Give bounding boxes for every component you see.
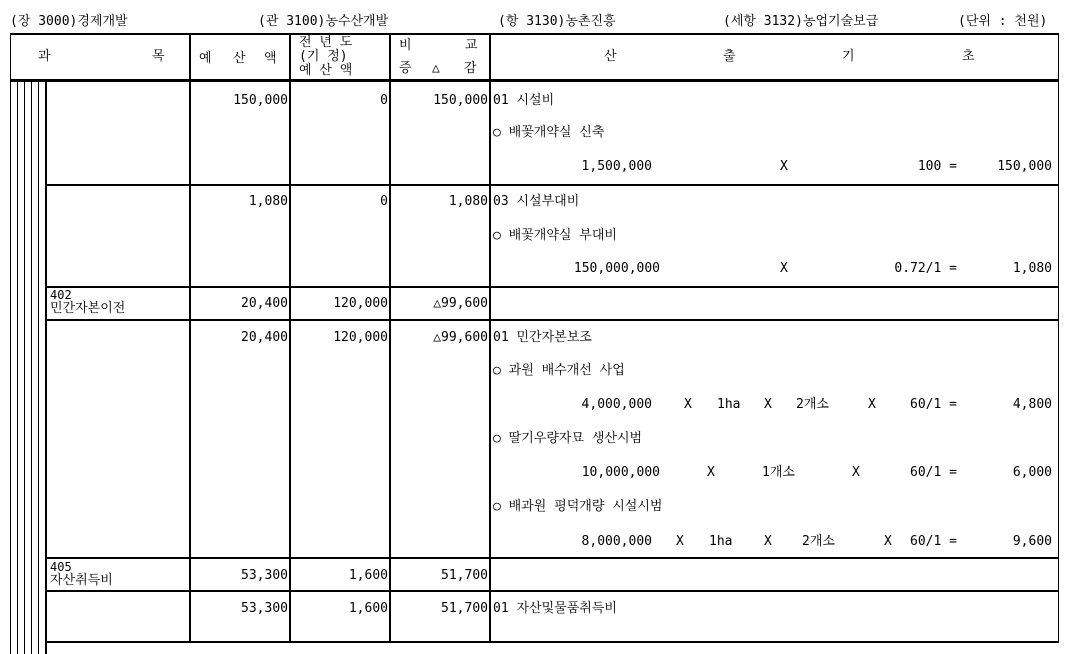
col-prev-2: (기 정): [299, 49, 348, 64]
calc-result: 150,000: [997, 159, 1052, 174]
calc-qty: 2개소: [796, 397, 829, 412]
header-bottom-border: [10, 79, 1059, 82]
header-hang: (항 3130)농촌진흥: [498, 14, 616, 29]
diff-cell: △99,600: [433, 296, 488, 311]
calc-factor: 0.72/1 =: [894, 261, 957, 276]
item-detail: ○ 배꽃개약실 신축: [493, 125, 605, 140]
table-left-border: [10, 33, 11, 654]
table-right-border: [1058, 33, 1059, 643]
calc-result: 1,080: [1012, 261, 1052, 276]
calc-amount: 10,000,000: [581, 465, 660, 480]
calc-result: 4,800: [1012, 397, 1052, 412]
col-cmp-5: 감: [464, 61, 477, 76]
account-code: 402: [50, 288, 72, 302]
calc-times: X: [684, 397, 692, 412]
row-sep-3: [45, 319, 1059, 321]
calc-amount: 8,000,000: [581, 534, 652, 549]
item-detail: ○ 배꽃개약실 부대비: [493, 228, 617, 243]
item-title: 01 자산및물품취득비: [493, 601, 617, 616]
budget-cell: 20,400: [241, 296, 288, 311]
hier-line-3: [31, 82, 32, 654]
header-jang: (장 3000)경제개발: [10, 14, 128, 29]
col-divider-4: [489, 33, 491, 643]
calc-result: 9,600: [1012, 534, 1052, 549]
col-prev-3: 예 산 액: [299, 63, 353, 78]
calc-times: X: [707, 465, 715, 480]
account-code: 405: [50, 560, 72, 574]
budget-cell: 53,300: [241, 601, 288, 616]
budget-cell: 53,300: [241, 568, 288, 583]
budget-cell: 20,400: [241, 330, 288, 345]
header-gwan: (관 3100)농수산개발: [258, 14, 389, 29]
calc-result: 6,000: [1012, 465, 1052, 480]
prev-budget-cell: 1,600: [348, 601, 388, 616]
item-title: 01 시설비: [493, 93, 555, 108]
diff-cell: △99,600: [433, 330, 488, 345]
diff-cell: 51,700: [441, 601, 488, 616]
calc-times: X: [676, 534, 684, 549]
row-sep-4: [45, 557, 1059, 559]
col-basis-3: 기: [842, 49, 855, 64]
row-sep-2: [45, 286, 1059, 288]
calc-factor: 100 =: [917, 159, 957, 174]
row-sep-1: [45, 184, 1059, 186]
col-budget-1: 예: [199, 51, 212, 66]
col-cmp-2: 교: [465, 38, 478, 53]
table-bottom-border: [45, 641, 1059, 643]
prev-budget-cell: 0: [380, 93, 388, 108]
col-basis-1: 산: [604, 49, 617, 64]
prev-budget-cell: 120,000: [333, 296, 388, 311]
account-name: 자산취득비: [50, 573, 113, 588]
calc-qty: 1ha: [717, 397, 741, 412]
calc-times: X: [780, 159, 788, 174]
calc-times: X: [764, 397, 772, 412]
calc-times: X: [780, 261, 788, 276]
col-gwamok-1: 과: [38, 49, 51, 64]
calc-amount: 1,500,000: [581, 159, 652, 174]
calc-factor: 60/1 =: [910, 534, 957, 549]
account-name: 민간자본이전: [50, 301, 126, 316]
col-budget-2: 산: [233, 51, 246, 66]
diff-cell: 51,700: [441, 568, 488, 583]
item-detail: ○ 딸기우량자묘 생산시범: [493, 431, 643, 446]
calc-times: X: [852, 465, 860, 480]
col-basis-2: 출: [723, 49, 736, 64]
hier-line-5: [45, 82, 47, 654]
table-top-border: [10, 33, 1059, 35]
header-unit: (단위 : 천원): [958, 14, 1048, 29]
prev-budget-cell: 1,600: [348, 568, 388, 583]
prev-budget-cell: 0: [380, 194, 388, 209]
col-budget-3: 액: [264, 51, 277, 66]
hier-line-2: [24, 82, 25, 654]
diff-cell: 150,000: [433, 93, 488, 108]
budget-cell: 150,000: [233, 93, 288, 108]
header-sehang: (세항 3132)농업기술보급: [723, 14, 879, 29]
item-detail: ○ 배과원 평덕개량 시설시범: [493, 499, 663, 514]
calc-times: X: [884, 534, 892, 549]
calc-times: X: [868, 397, 876, 412]
calc-qty: 2개소: [802, 534, 835, 549]
col-cmp-3: 증: [399, 61, 412, 76]
calc-qty: 1ha: [709, 534, 733, 549]
item-detail: ○ 과원 배수개선 사업: [493, 363, 625, 378]
calc-amount: 4,000,000: [581, 397, 652, 412]
col-cmp-1: 비: [399, 38, 412, 53]
col-gwamok-2: 목: [152, 49, 165, 64]
item-title: 01 민간자본보조: [493, 330, 592, 345]
item-title: 03 시설부대비: [493, 194, 580, 209]
prev-budget-cell: 120,000: [333, 330, 388, 345]
calc-qty: 1개소: [762, 465, 795, 480]
col-prev-1: 전 년 도: [299, 35, 353, 50]
calc-times: X: [764, 534, 772, 549]
row-sep-5: [45, 590, 1059, 592]
budget-cell: 1,080: [248, 194, 288, 209]
calc-factor: 60/1 =: [910, 465, 957, 480]
calc-factor: 60/1 =: [910, 397, 957, 412]
calc-amount: 150,000,000: [573, 261, 660, 276]
col-basis-4: 초: [962, 49, 975, 64]
diff-cell: 1,080: [448, 194, 488, 209]
hier-line-1: [17, 82, 18, 654]
col-cmp-4: △: [432, 61, 440, 76]
hier-line-4: [38, 82, 39, 654]
